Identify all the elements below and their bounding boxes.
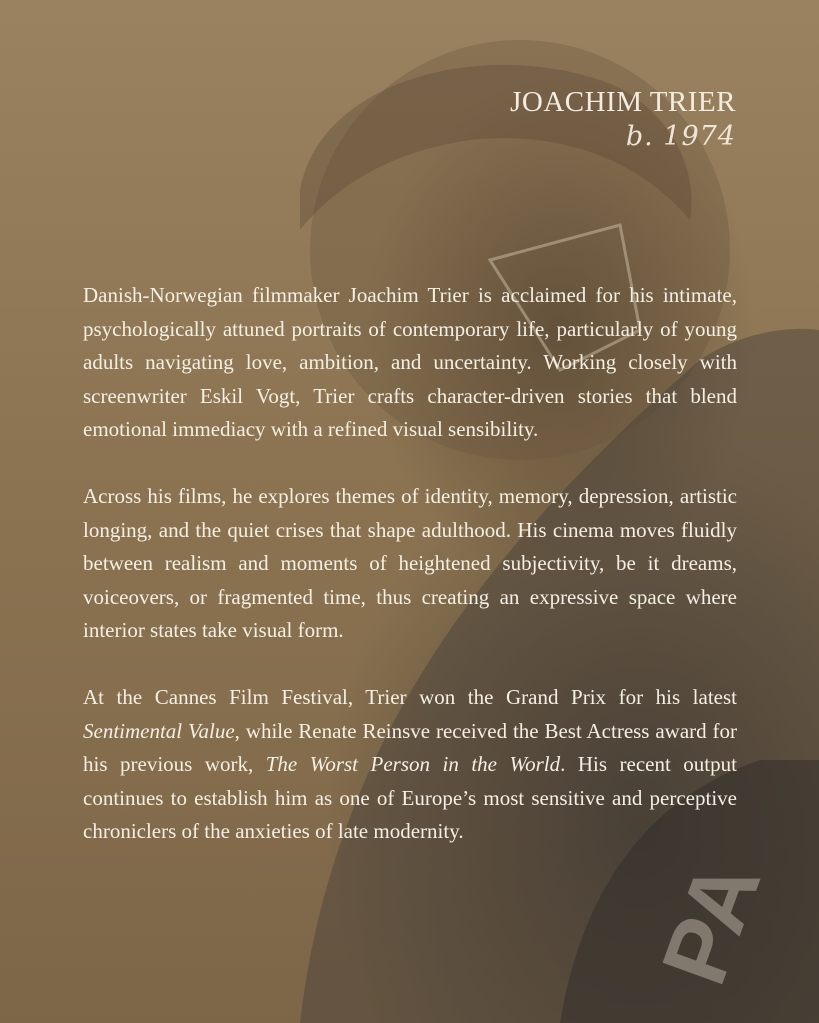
bio-text: , while Renate Reinsve received the Best Actress award for his previous work, <box>83 718 737 776</box>
bio-text: . His recent output continues to establish him as one of Europe’s most sensitive and perceptive chroniclers of the anxieties of late modernity. <box>83 752 737 843</box>
birth-year: b. 1974 <box>625 121 736 152</box>
film-title-sentimental-value: Sentimental Value <box>83 718 235 743</box>
bio-paragraph-1: Danish-Norwegian filmmaker Joachim Trier is acclaimed for his intimate, psychologically attuned portraits of contemporary life, particularly of young adults navigating love, ambition, and uncertainty. Working closely with screenwriter Eskil Vogt, Trier crafts character-driven stories that blend emotional immediacy with a refined visual sensibility. <box>83 283 737 441</box>
bio-text: At the Cannes Film Festival, Trier won the Grand Prix for his latest <box>83 685 737 709</box>
bio-paragraph-3 <box>83 681 737 849</box>
film-title-worst-person: The Worst Person in the World <box>265 752 561 776</box>
title-block <box>510 84 736 154</box>
shirt-print-text: PA <box>642 848 781 997</box>
biography <box>83 279 737 882</box>
bio-paragraph-2: Across his films, he explores themes of identity, memory, depression, artistic longing, and the quiet crises that shape adulthood. His cinema moves fluidly between realism and moments of heightened subjectivity, be it dreams, voiceovers, or fragmented time, thus creating an expressive space where interior states take visual form. <box>83 484 737 642</box>
artist-name: JOACHIM TRIER <box>510 86 736 118</box>
